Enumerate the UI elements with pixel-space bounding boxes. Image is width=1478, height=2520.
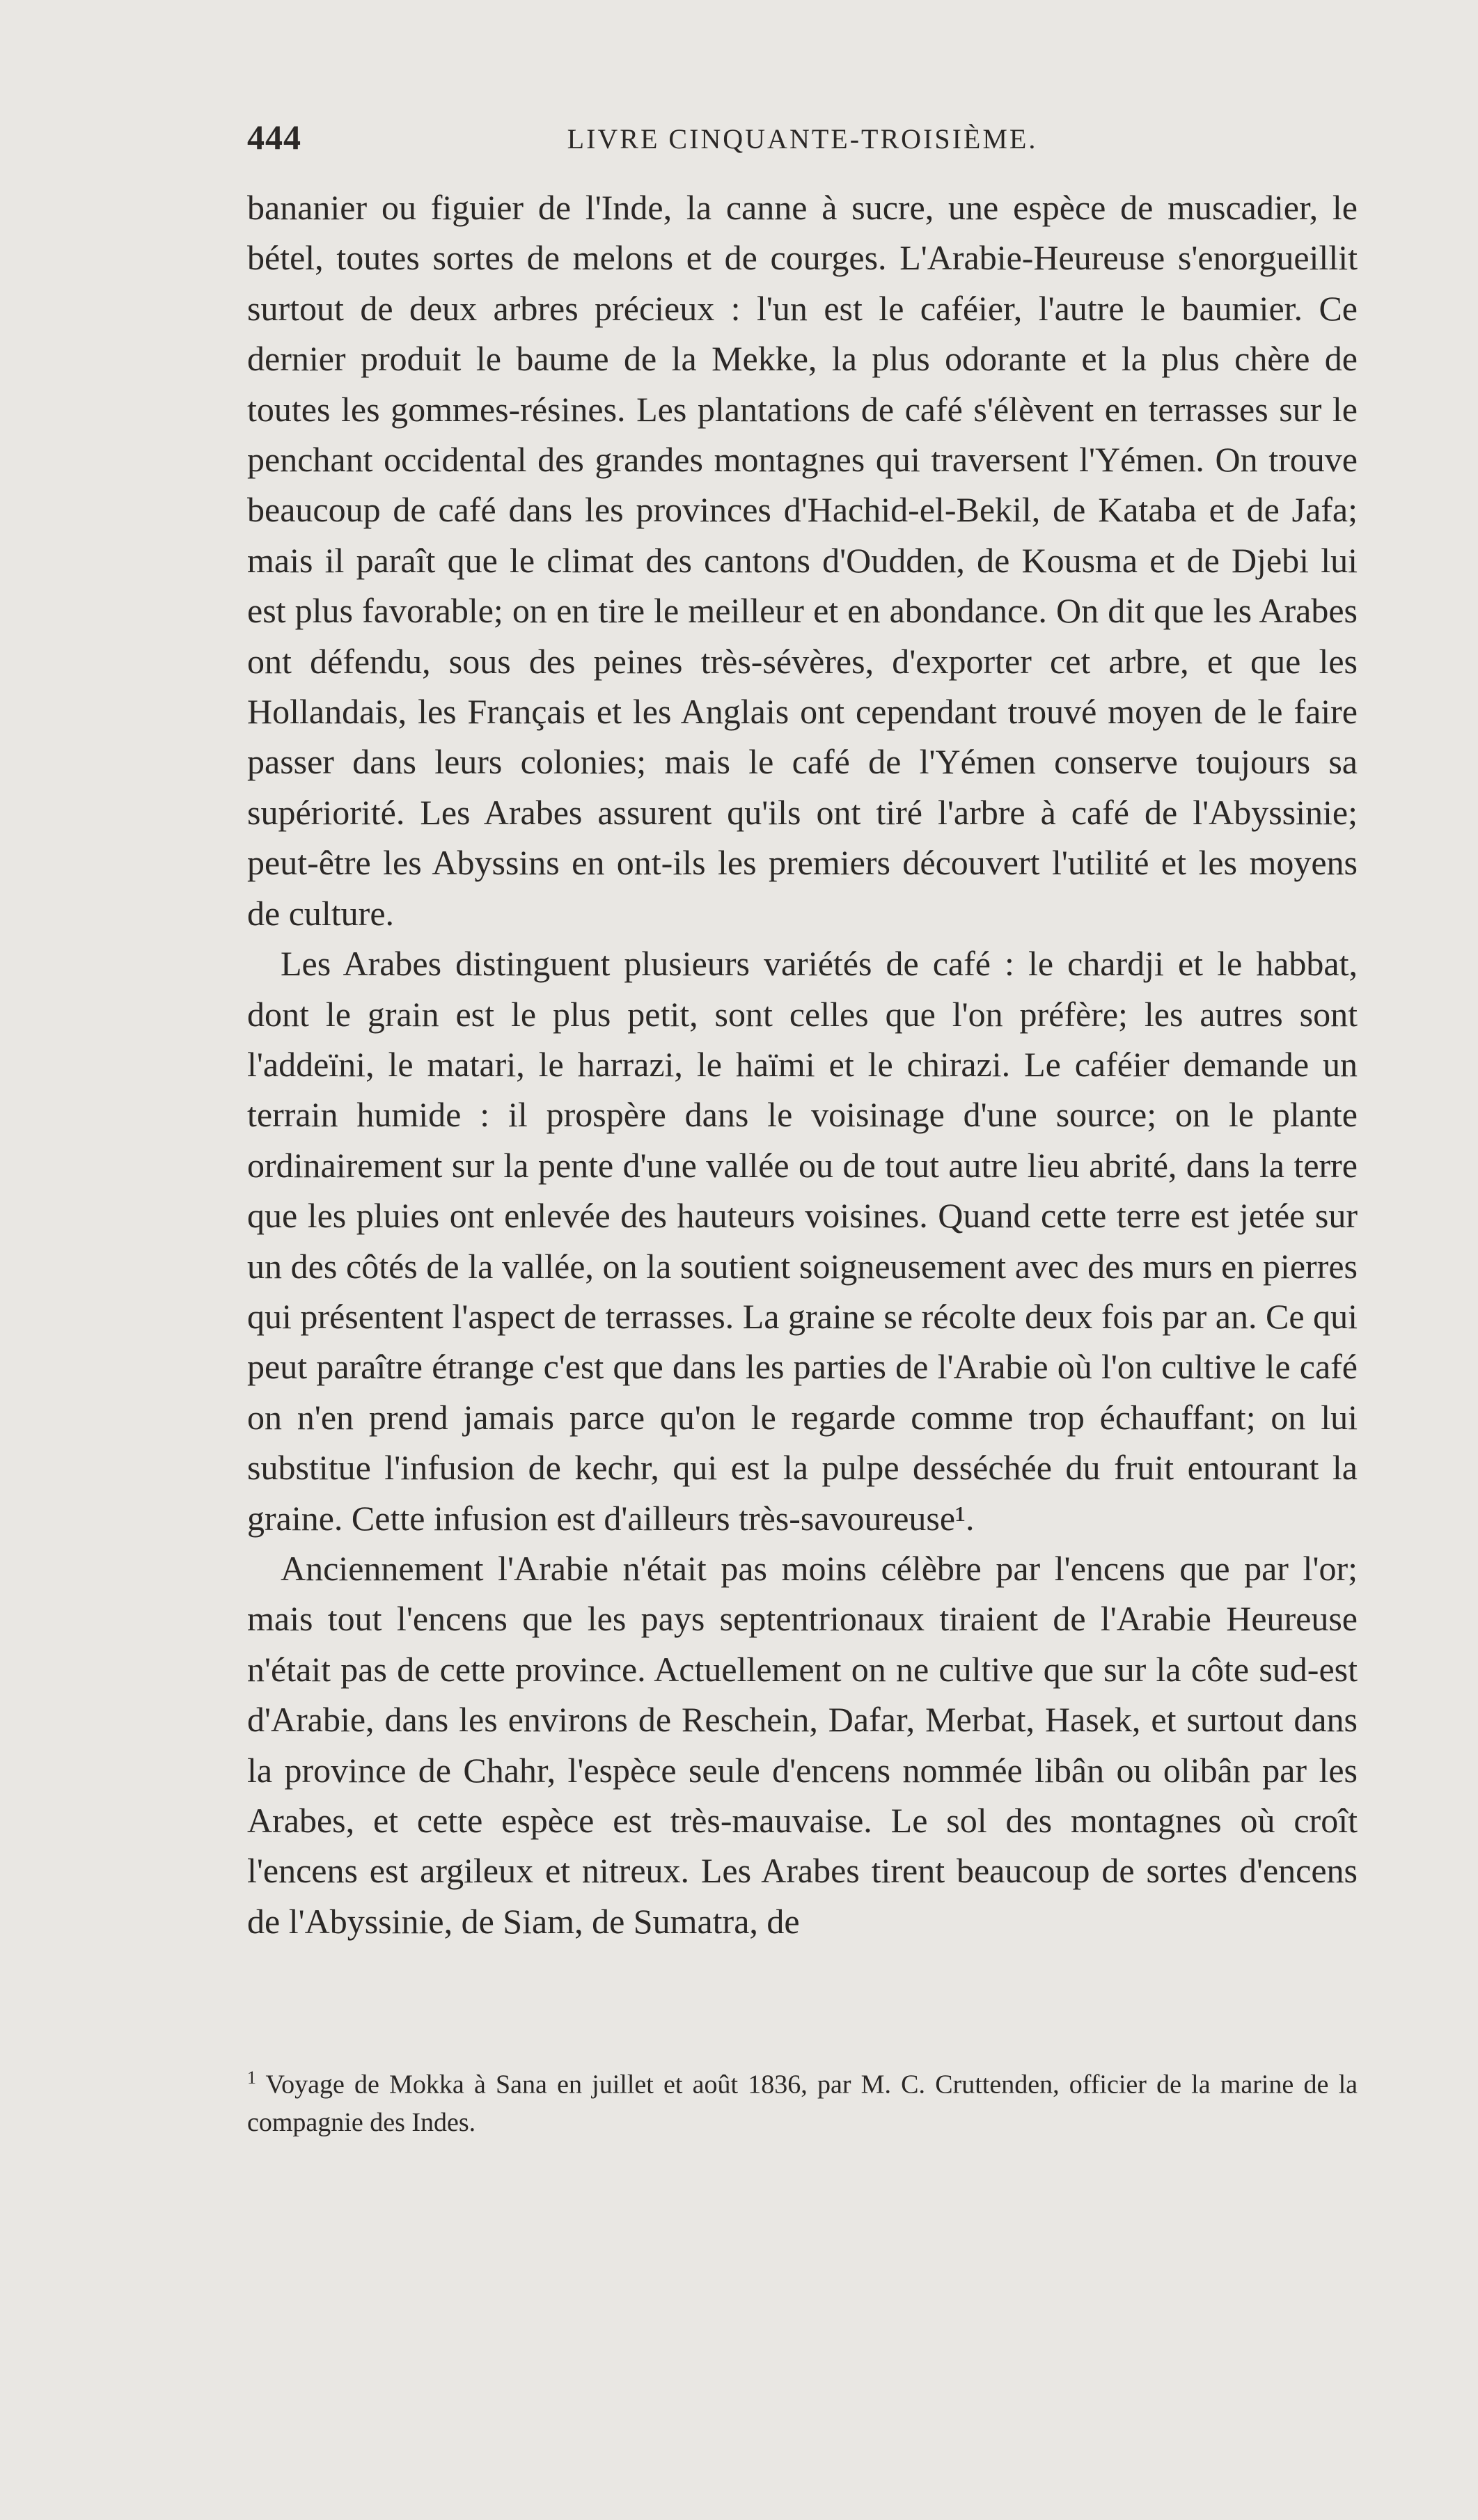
- paragraph: bananier ou figuier de l'Inde, la canne à sucre, une espèce de muscadier, le bétel, toutes sortes de melons et de courges. L'Arabie-Heureuse s'enorgueillit surtout de deux arbres précieux : l'un est le caféier, l'autre le baumier. Ce dernier produit le baume de la Mekke, la plus odorante et la plus chère de toutes les gommes-résines. Les plantations de café s'élèvent en terrasses sur le penchant occidental des grandes montagnes qui traversent l'Yémen. On trouve beaucoup de café dans les provinces d'Hachid-el-Bekil, de Kataba et de Jafa; mais il paraît que le climat des cantons d'Oudden, de Kousma et de Djebi lui est plus favorable; on en tire le meilleur et en abondance. On dit que les Arabes ont défendu, sous des peines très-sévères, d'exporter cet arbre, et que les Hollandais, les Français et les Anglais ont cependant trouvé moyen de le faire passer dans leurs colonies; mais le café de l'Yémen conserve toujours sa supériorité. Les Arabes assurent qu'ils ont tiré l'arbre à café de l'Abyssinie; peut-être les Abyssins en ont-ils les premiers découvert l'utilité et les moyens de culture.: [247, 188, 1358, 933]
- page-header: [247, 111, 1358, 167]
- paragraph: Les Arabes distinguent plusieurs variétés de café : le chardji et le habbat, dont le grain est le plus petit, sont celles que l'on préfère; les autres sont l'addeïni, le matari, le harrazi, le haïmi et le chirazi. Le caféier demande un terrain humide : il prospère dans le voisinage d'une source; on le plante ordinairement sur la pente d'une vallée ou de tout autre lieu abrité, dans la terre que les pluies ont enlevée des hauteurs voisines. Quand cette terre est jetée sur un des côtés de la vallée, on la soutient soigneusement avec des murs en pierres qui présentent l'aspect de terrasses. La graine se récolte deux fois par an. Ce qui peut paraître étrange c'est que dans les parties de l'Arabie où l'on cultive le café on n'en prend jamais parce qu'on le regarde comme trop échauffant; on lui substitue l'infusion de kechr, qui est la pulpe desséchée du fruit entourant la graine. Cette infusion est d'ailleurs très-savoureuse¹.: [247, 944, 1358, 1538]
- running-title: LIVRE CINQUANTE-TROISIÈME.: [567, 123, 1038, 155]
- page-number: 444: [247, 118, 301, 157]
- paragraph: Anciennement l'Arabie n'était pas moins célèbre par l'encens que par l'or; mais tout l'encens que les pays septentrionaux tiraient de l'Arabie Heureuse n'était pas de cette province. Actuellement on ne cultive que sur la côte sud-est d'Arabie, dans les environs de Reschein, Dafar, Merbat, Hasek, et surtout dans la province de Chahr, l'espèce seule d'encens nommée libân ou olibân par les Arabes, et cette espèce est très-mauvaise. Le sol des montagnes où croît l'encens est argileux et nitreux. Les Arabes tirent beaucoup de sortes d'encens de l'Abyssinie, de Siam, de Sumatra, de: [247, 1548, 1358, 1941]
- footnote-text: Voyage de Mokka à Sana en juillet et août 1836, par M. C. Cruttenden, officier de la marine de la compagnie des Indes.: [247, 2070, 1358, 2137]
- footnote-marker: 1: [247, 2068, 256, 2088]
- footnote: [247, 2059, 1358, 2141]
- body-text: [247, 182, 1358, 1946]
